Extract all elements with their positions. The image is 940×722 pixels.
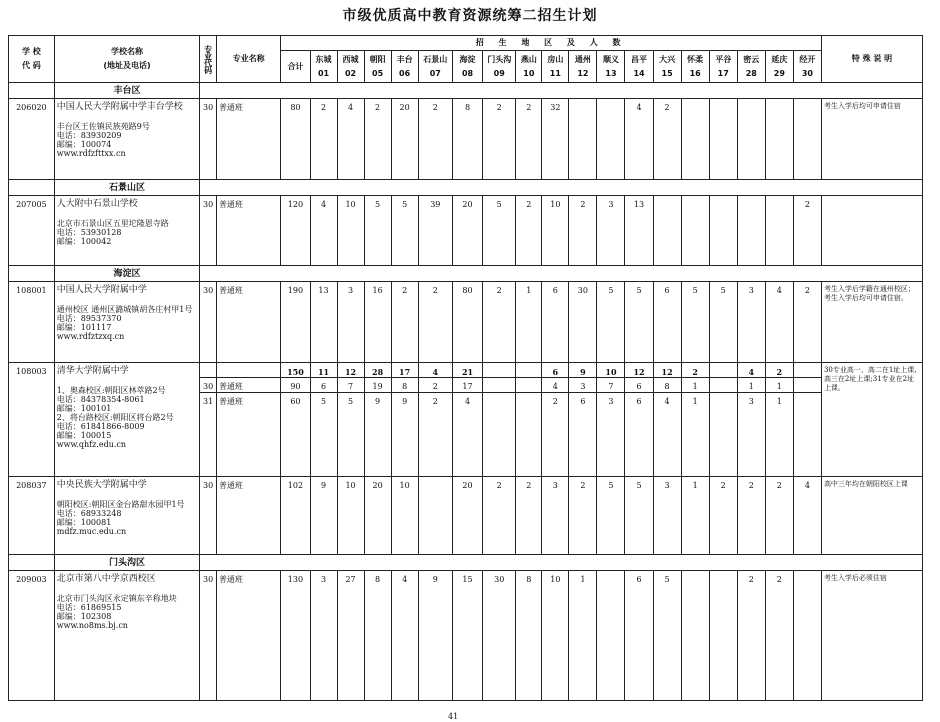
quota-cell <box>709 196 737 266</box>
quota-cell: 9 <box>569 363 597 378</box>
school-address-line: 电话：83930209 <box>56 131 122 140</box>
quota-cell: 2 <box>765 363 793 378</box>
quota-cell: 6 <box>653 282 681 363</box>
school-address-line: 邮编：100101 <box>56 404 112 413</box>
quota-total: 130 <box>281 571 310 701</box>
quota-cell: 8 <box>452 99 482 180</box>
quota-cell: 6 <box>625 571 653 701</box>
quota-cell: 2 <box>542 393 569 477</box>
quota-cell <box>681 196 709 266</box>
quota-cell: 2 <box>653 99 681 180</box>
district-header: 顺义 13 <box>597 51 625 83</box>
school-code: 108001 <box>9 282 55 363</box>
quota-cell: 6 <box>625 393 653 477</box>
region-heading: 丰台区 <box>54 83 200 99</box>
school-address-line: 电话：89537370 <box>56 314 122 323</box>
quota-total: 150 <box>281 363 310 378</box>
school-address-line: 电话：61869515 <box>56 603 122 612</box>
region-heading: 海淀区 <box>54 266 200 282</box>
quota-cell: 2 <box>569 477 597 555</box>
quota-cell: 4 <box>310 196 337 266</box>
school-address-line: 电话：84378354-8061 <box>56 395 145 404</box>
quota-cell: 2 <box>765 571 793 701</box>
quota-cell <box>793 393 821 477</box>
quota-cell: 2 <box>418 99 452 180</box>
quota-cell: 11 <box>310 363 337 378</box>
quota-cell: 2 <box>391 282 418 363</box>
table-row <box>9 196 923 266</box>
quota-cell <box>681 99 709 180</box>
district-header: 昌平 14 <box>625 51 653 83</box>
quota-cell: 7 <box>597 378 625 393</box>
quota-cell: 2 <box>483 477 516 555</box>
school-address-line: 邮编：100081 <box>56 518 112 527</box>
quota-total: 80 <box>281 99 310 180</box>
quota-cell: 4 <box>625 99 653 180</box>
quota-cell: 9 <box>310 477 337 555</box>
quota-cell: 6 <box>310 378 337 393</box>
quota-cell: 2 <box>418 282 452 363</box>
major-code: 30 <box>200 99 217 180</box>
district-header: 合计 <box>281 51 310 83</box>
quota-cell: 9 <box>418 571 452 701</box>
school-address-line: 邮编：100015 <box>56 431 112 440</box>
quota-cell: 5 <box>483 196 516 266</box>
quota-cell: 4 <box>653 393 681 477</box>
quota-cell <box>597 571 625 701</box>
header-school-code: 学 校 代 码 <box>9 36 55 83</box>
district-header: 丰台 06 <box>391 51 418 83</box>
quota-total: 102 <box>281 477 310 555</box>
header-major-code: 专业代码 <box>200 36 217 83</box>
quota-cell: 2 <box>418 378 452 393</box>
quota-cell <box>709 571 737 701</box>
quota-cell <box>483 363 516 378</box>
school-code: 207005 <box>9 196 55 266</box>
quota-cell: 5 <box>681 282 709 363</box>
special-note: 考生入学后学籍在通州校区；考生入学后均可申请住宿。 <box>821 282 922 363</box>
quota-cell: 12 <box>625 363 653 378</box>
school-address-line: 邮编：101117 <box>56 323 112 332</box>
quota-cell <box>516 393 542 477</box>
quota-cell: 5 <box>653 571 681 701</box>
school-name-cell <box>54 196 200 266</box>
district-header: 房山 11 <box>542 51 569 83</box>
quota-cell <box>765 196 793 266</box>
quota-cell: 13 <box>310 282 337 363</box>
quota-cell: 9 <box>391 393 418 477</box>
district-header: 密云 28 <box>737 51 765 83</box>
table-row <box>9 363 923 378</box>
quota-cell: 10 <box>337 477 364 555</box>
quota-cell: 13 <box>625 196 653 266</box>
special-note: 30专业高一、高二在1址上课,高三在2址上课;31专业在2址上课。 <box>821 363 922 477</box>
school-name-cell <box>54 282 200 363</box>
quota-cell: 2 <box>516 99 542 180</box>
quota-cell: 2 <box>709 477 737 555</box>
district-header: 怀柔 16 <box>681 51 709 83</box>
quota-total: 60 <box>281 393 310 477</box>
school-address-line: 电话：68933248 <box>56 509 122 518</box>
quota-cell: 5 <box>391 196 418 266</box>
quota-cell: 10 <box>391 477 418 555</box>
quota-cell: 20 <box>452 196 482 266</box>
quota-cell: 2 <box>483 99 516 180</box>
district-header: 石景山 07 <box>418 51 452 83</box>
quota-cell: 1 <box>681 477 709 555</box>
district-header: 通州 12 <box>569 51 597 83</box>
quota-cell: 30 <box>569 282 597 363</box>
quota-cell <box>681 571 709 701</box>
school-address-line: www.rdfztzxq.cn <box>56 332 125 341</box>
quota-cell <box>793 99 821 180</box>
district-header: 门头沟 09 <box>483 51 516 83</box>
special-note: 考生入学后必须住宿 <box>821 571 922 701</box>
quota-cell: 12 <box>337 363 364 378</box>
quota-cell: 8 <box>391 378 418 393</box>
quota-cell: 1 <box>765 393 793 477</box>
quota-cell: 4 <box>737 363 765 378</box>
quota-cell: 20 <box>391 99 418 180</box>
quota-cell: 2 <box>765 477 793 555</box>
district-header: 海淀 08 <box>452 51 482 83</box>
header-enroll-region: 招 生 地 区 及 人 数 <box>281 36 822 51</box>
quota-cell: 2 <box>418 393 452 477</box>
quota-cell: 2 <box>737 477 765 555</box>
quota-cell: 10 <box>597 363 625 378</box>
region-heading: 石景山区 <box>54 180 200 196</box>
quota-cell: 4 <box>452 393 482 477</box>
school-address-line: www.qhfz.edu.cn <box>56 440 127 449</box>
quota-cell: 2 <box>793 282 821 363</box>
district-header: 平谷 17 <box>709 51 737 83</box>
quota-cell: 2 <box>569 196 597 266</box>
quota-cell: 10 <box>542 571 569 701</box>
quota-cell: 8 <box>364 571 391 701</box>
school-code: 209003 <box>9 571 55 701</box>
quota-cell <box>483 393 516 477</box>
quota-cell: 28 <box>364 363 391 378</box>
quota-cell: 5 <box>337 393 364 477</box>
special-note: 高中三年均在朝阳校区上课 <box>821 477 922 555</box>
quota-cell: 1 <box>516 282 542 363</box>
table-row <box>9 477 923 555</box>
school-address-line: 邮编：100074 <box>56 140 112 149</box>
page-number: 41 <box>448 712 459 721</box>
quota-cell: 21 <box>452 363 482 378</box>
major-code: 30 <box>200 196 217 266</box>
school-address-line: 1、奥森校区:朝阳区林萃路2号 <box>56 386 166 395</box>
school-name: 中国人民大学附属中学丰台学校 <box>56 102 183 112</box>
school-code: 108003 <box>9 363 55 477</box>
quota-cell <box>709 363 737 378</box>
quota-cell <box>737 99 765 180</box>
special-note: 考生入学后均可申请住宿 <box>821 99 922 180</box>
major-code: 30 <box>200 571 217 701</box>
header-school-name: 学校名称 (地址及电话) <box>54 36 200 83</box>
table-row <box>9 571 923 701</box>
quota-cell <box>709 393 737 477</box>
quota-cell <box>793 363 821 378</box>
quota-cell: 5 <box>597 282 625 363</box>
school-address-line: 电话：61841866-8009 <box>56 422 145 431</box>
quota-cell: 5 <box>709 282 737 363</box>
special-note <box>821 196 922 266</box>
school-name-cell <box>54 477 200 555</box>
school-code: 208037 <box>9 477 55 555</box>
page-title: 市级优质高中教育资源统筹二招生计划 <box>342 8 598 24</box>
major-name: 普通班 <box>216 477 280 555</box>
quota-cell <box>483 378 516 393</box>
major-name: 普通班 <box>216 378 280 393</box>
school-address-line: 北京市石景山区五里坨隆恩寺路 <box>56 219 169 228</box>
quota-cell: 2 <box>483 282 516 363</box>
quota-cell: 3 <box>542 477 569 555</box>
major-code <box>200 363 217 378</box>
quota-cell: 5 <box>625 282 653 363</box>
major-name: 普通班 <box>216 571 280 701</box>
school-address-line: 邮编：100042 <box>56 237 112 246</box>
quota-cell: 1 <box>569 571 597 701</box>
quota-total: 120 <box>281 196 310 266</box>
quota-cell: 2 <box>310 99 337 180</box>
quota-cell: 2 <box>681 363 709 378</box>
quota-cell: 9 <box>364 393 391 477</box>
table-row <box>9 282 923 363</box>
school-address-line: 通州校区 通州区潞城镇胡各庄村甲1号 <box>56 305 193 314</box>
quota-cell: 3 <box>653 477 681 555</box>
quota-cell: 32 <box>542 99 569 180</box>
quota-cell: 3 <box>310 571 337 701</box>
quota-total: 190 <box>281 282 310 363</box>
school-address-line: mdfz.muc.edu.cn <box>56 527 127 536</box>
quota-cell: 17 <box>391 363 418 378</box>
quota-cell: 20 <box>452 477 482 555</box>
header-special-notes: 特 殊 说 明 <box>821 36 922 83</box>
district-header: 西城 02 <box>337 51 364 83</box>
school-name: 清华大学附属中学 <box>56 366 129 376</box>
district-header: 燕山 10 <box>516 51 542 83</box>
major-code: 31 <box>200 393 217 477</box>
quota-cell: 3 <box>337 282 364 363</box>
quota-cell: 6 <box>542 363 569 378</box>
quota-cell: 6 <box>625 378 653 393</box>
table-row <box>9 99 923 180</box>
school-address-line: 2、将台路校区:朝阳区将台路2号 <box>56 413 174 422</box>
quota-cell: 4 <box>418 363 452 378</box>
major-code: 30 <box>200 477 217 555</box>
district-header: 东城 01 <box>310 51 337 83</box>
major-name: 普通班 <box>216 99 280 180</box>
major-name <box>216 363 280 378</box>
major-name: 普通班 <box>216 282 280 363</box>
quota-cell: 6 <box>542 282 569 363</box>
quota-cell: 16 <box>364 282 391 363</box>
quota-cell: 3 <box>737 282 765 363</box>
school-address-line: 北京市门头沟区永定镇东辛称地块 <box>56 594 177 603</box>
quota-cell: 4 <box>391 571 418 701</box>
major-code: 30 <box>200 378 217 393</box>
quota-cell <box>516 363 542 378</box>
quota-cell: 8 <box>653 378 681 393</box>
quota-cell: 5 <box>364 196 391 266</box>
district-header: 经开 30 <box>793 51 821 83</box>
quota-cell: 4 <box>542 378 569 393</box>
school-name: 中国人民大学附属中学 <box>56 285 147 295</box>
quota-cell: 7 <box>337 378 364 393</box>
quota-cell: 4 <box>337 99 364 180</box>
school-address-line: 丰台区王佐镇民族苑路9号 <box>56 122 150 131</box>
quota-cell: 2 <box>737 571 765 701</box>
quota-cell: 8 <box>516 571 542 701</box>
quota-cell: 2 <box>516 477 542 555</box>
quota-cell: 10 <box>337 196 364 266</box>
quota-cell: 80 <box>452 282 482 363</box>
quota-cell: 5 <box>625 477 653 555</box>
quota-cell <box>418 477 452 555</box>
quota-cell: 39 <box>418 196 452 266</box>
quota-cell: 27 <box>337 571 364 701</box>
quota-cell <box>765 99 793 180</box>
quota-cell <box>516 378 542 393</box>
major-code: 30 <box>200 282 217 363</box>
quota-cell: 1 <box>681 393 709 477</box>
quota-cell: 3 <box>597 196 625 266</box>
school-name-cell <box>54 571 200 701</box>
school-address-line: www.no8ms.bj.cn <box>56 621 128 630</box>
quota-cell: 6 <box>569 393 597 477</box>
quota-cell: 2 <box>793 196 821 266</box>
quota-cell <box>653 196 681 266</box>
quota-cell: 20 <box>364 477 391 555</box>
quota-cell: 19 <box>364 378 391 393</box>
quota-cell: 4 <box>765 282 793 363</box>
quota-cell: 12 <box>653 363 681 378</box>
school-name-cell <box>54 363 200 477</box>
quota-cell: 3 <box>569 378 597 393</box>
quota-cell <box>709 378 737 393</box>
major-name: 普通班 <box>216 393 280 477</box>
quota-cell <box>793 378 821 393</box>
district-header: 大兴 15 <box>653 51 681 83</box>
quota-cell <box>709 99 737 180</box>
region-heading: 门头沟区 <box>54 555 200 571</box>
quota-cell: 3 <box>597 393 625 477</box>
quota-cell: 1 <box>681 378 709 393</box>
quota-cell: 30 <box>483 571 516 701</box>
school-address-line: 电话：53930128 <box>56 228 122 237</box>
major-name: 普通班 <box>216 196 280 266</box>
school-code: 206020 <box>9 99 55 180</box>
quota-cell <box>737 196 765 266</box>
district-header: 延庆 29 <box>765 51 793 83</box>
quota-cell: 2 <box>516 196 542 266</box>
quota-cell <box>793 571 821 701</box>
school-name-cell <box>54 99 200 180</box>
quota-cell: 4 <box>793 477 821 555</box>
quota-cell: 10 <box>542 196 569 266</box>
school-address-line: 邮编：102308 <box>56 612 112 621</box>
quota-cell: 2 <box>364 99 391 180</box>
quota-cell: 1 <box>737 378 765 393</box>
district-header: 朝阳 05 <box>364 51 391 83</box>
school-address-line: 朝阳校区:朝阳区金台路甜水园甲1号 <box>56 500 185 509</box>
quota-cell: 5 <box>597 477 625 555</box>
quota-cell <box>597 99 625 180</box>
quota-total: 90 <box>281 378 310 393</box>
quota-cell <box>569 99 597 180</box>
school-name: 北京市第八中学京西校区 <box>56 574 156 584</box>
school-name: 人大附中石景山学校 <box>56 199 138 209</box>
header-major-name: 专业名称 <box>216 36 280 83</box>
quota-cell: 3 <box>737 393 765 477</box>
quota-cell: 1 <box>765 378 793 393</box>
school-address-line: www.rdfzfttxx.cn <box>56 149 126 158</box>
enrollment-plan-table <box>8 35 923 701</box>
school-name: 中央民族大学附属中学 <box>56 480 147 490</box>
quota-cell: 5 <box>310 393 337 477</box>
quota-cell: 17 <box>452 378 482 393</box>
quota-cell: 15 <box>452 571 482 701</box>
